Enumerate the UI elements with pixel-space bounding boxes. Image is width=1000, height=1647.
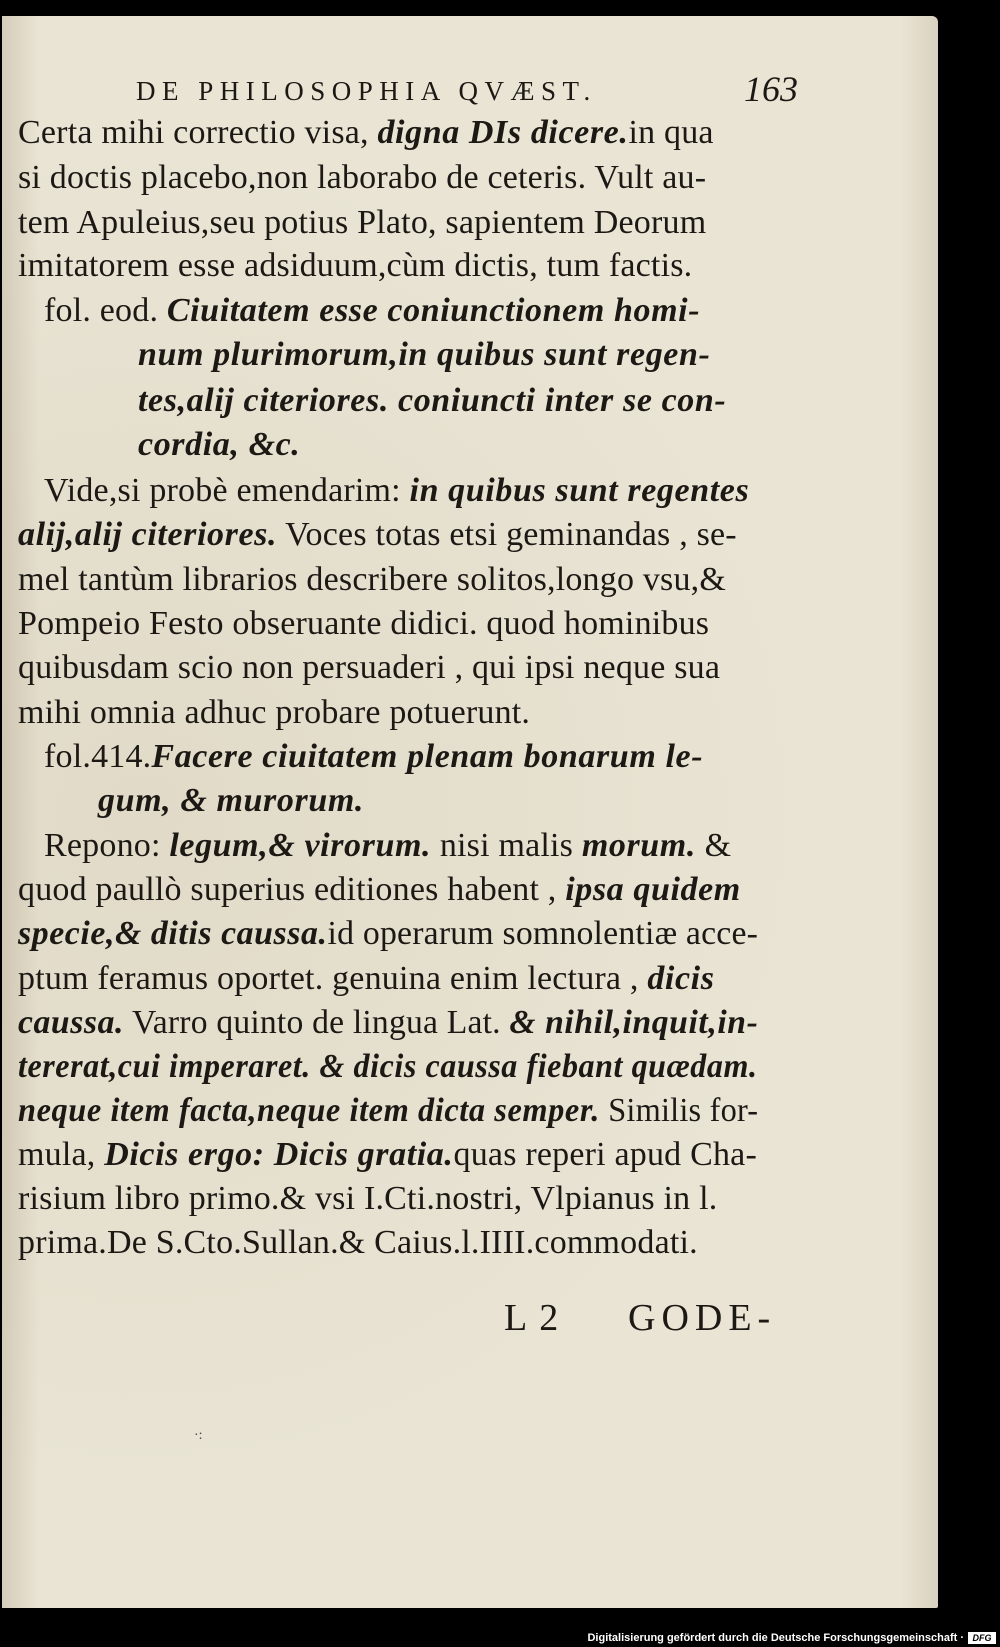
- roman-text: quas reperi apud Cha-: [453, 1136, 757, 1173]
- text-line: [18, 561, 726, 599]
- text-line: [138, 336, 710, 374]
- roman-text: imitatorem esse adsiduum,cùm dictis, tum factis.: [18, 247, 693, 284]
- text-line: [18, 1224, 698, 1262]
- footer-bar: [0, 1629, 1000, 1647]
- roman-text: id operarum somnolentiæ acce-: [327, 915, 759, 952]
- text-line: [18, 1092, 758, 1130]
- roman-text: nisi malis: [431, 827, 582, 864]
- roman-text: tem Apuleius,seu potius Plato, sapientem Deorum: [18, 204, 707, 241]
- text-line: [98, 782, 364, 820]
- text-line: [18, 1048, 758, 1086]
- italic-text: digna DIs dicere.: [377, 114, 629, 151]
- text-line: [18, 694, 530, 732]
- roman-text: quibusdam scio non persuaderi , qui ipsi neque sua: [18, 649, 721, 686]
- text-line: [18, 871, 741, 909]
- italic-text: num plurimorum,in quibus sunt regen-: [138, 336, 711, 373]
- roman-text: Similis for-: [599, 1092, 759, 1129]
- text-line: [44, 292, 700, 330]
- ink-speck: ·:: [194, 1428, 203, 1443]
- roman-text: Voces totas etsi geminandas , se-: [277, 516, 737, 553]
- roman-text: Certa mihi correctio visa,: [18, 114, 378, 151]
- italic-text: tererat,cui imperaret. & dicis caussa fiebant quædam.: [18, 1048, 758, 1085]
- text-line: [18, 1004, 758, 1042]
- roman-text: mihi omnia adhuc probare potuerunt.: [18, 694, 531, 731]
- funding-notice: Digitalisierung gefördert durch die Deutsche Forschungsgemeinschaft ·: [587, 1632, 964, 1644]
- italic-text: Facere ciuitatem plenam bonarum le-: [151, 738, 704, 775]
- roman-text: fol.414.: [44, 738, 152, 775]
- text-line: [138, 382, 726, 420]
- roman-text: mula,: [18, 1136, 105, 1173]
- roman-text: ptum feramus oportet. genuina enim lectura ,: [18, 960, 648, 997]
- roman-text: prima.De S.Cto.Sullan.& Caius.l.IIII.commodati.: [18, 1224, 698, 1261]
- roman-text: &: [695, 827, 732, 864]
- book-page: [2, 16, 938, 1608]
- text-line: [44, 472, 749, 510]
- italic-text: cordia, &c.: [138, 426, 301, 463]
- italic-text: morum.: [581, 827, 696, 864]
- text-line: [44, 827, 731, 865]
- text-line: [18, 204, 706, 242]
- roman-text: fol. eod.: [44, 292, 167, 329]
- signature-mark: L 2: [504, 1297, 561, 1339]
- italic-text: & nihil,inquit,in-: [509, 1004, 759, 1041]
- roman-text: risium libro primo.& vsi I.Cti.nostri, Vlpianus in l.: [18, 1180, 718, 1217]
- italic-text: dicis: [647, 960, 715, 997]
- roman-text: Varro quinto de lingua Lat.: [124, 1004, 510, 1041]
- text-line: [18, 605, 709, 643]
- text-line: [18, 516, 737, 554]
- italic-text: legum,& virorum.: [169, 827, 432, 864]
- text-line: [18, 247, 692, 285]
- italic-text: caussa.: [18, 1004, 125, 1041]
- roman-text: Pompeio Festo obseruante didici. quod hominibus: [18, 605, 710, 642]
- running-head: DE PHILOSOPHIA QVÆST.: [136, 76, 597, 106]
- roman-text: quod paullò superius editiones habent ,: [18, 871, 566, 908]
- text-line: [18, 1136, 757, 1174]
- text-line: [18, 960, 715, 998]
- page-number: 163: [744, 69, 798, 109]
- italic-text: in quibus sunt regentes: [409, 472, 750, 509]
- text-line: [18, 114, 714, 152]
- italic-text: Dicis ergo: Dicis gratia.: [104, 1136, 454, 1173]
- italic-text: Ciuitatem esse coniunctionem homi-: [166, 292, 701, 329]
- text-line: [18, 649, 720, 687]
- catchword: GODE-: [628, 1297, 777, 1339]
- italic-text: gum, & murorum.: [98, 782, 364, 819]
- roman-text: mel tantùm librarios describere solitos,longo vsu,&: [18, 561, 727, 598]
- italic-text: specie,& ditis caussa.: [18, 915, 328, 952]
- text-line: [18, 159, 706, 197]
- italic-text: alij,alij citeriores.: [18, 516, 278, 553]
- italic-text: tes,alij citeriores. coniuncti inter se con-: [138, 382, 727, 419]
- text-line: [18, 1180, 717, 1218]
- italic-text: neque item facta,neque item dicta semper.: [18, 1092, 600, 1129]
- dfg-logo: DFG: [968, 1632, 996, 1644]
- roman-text: Repono:: [44, 827, 170, 864]
- text-line: [138, 426, 300, 464]
- roman-text: in qua: [628, 114, 714, 151]
- text-line: [18, 915, 758, 953]
- roman-text: si doctis placebo,non laborabo de ceteris. Vult au-: [18, 159, 707, 196]
- italic-text: ipsa quidem: [565, 871, 741, 908]
- roman-text: Vide,si probè emendarim:: [44, 472, 410, 509]
- text-line: [44, 738, 703, 776]
